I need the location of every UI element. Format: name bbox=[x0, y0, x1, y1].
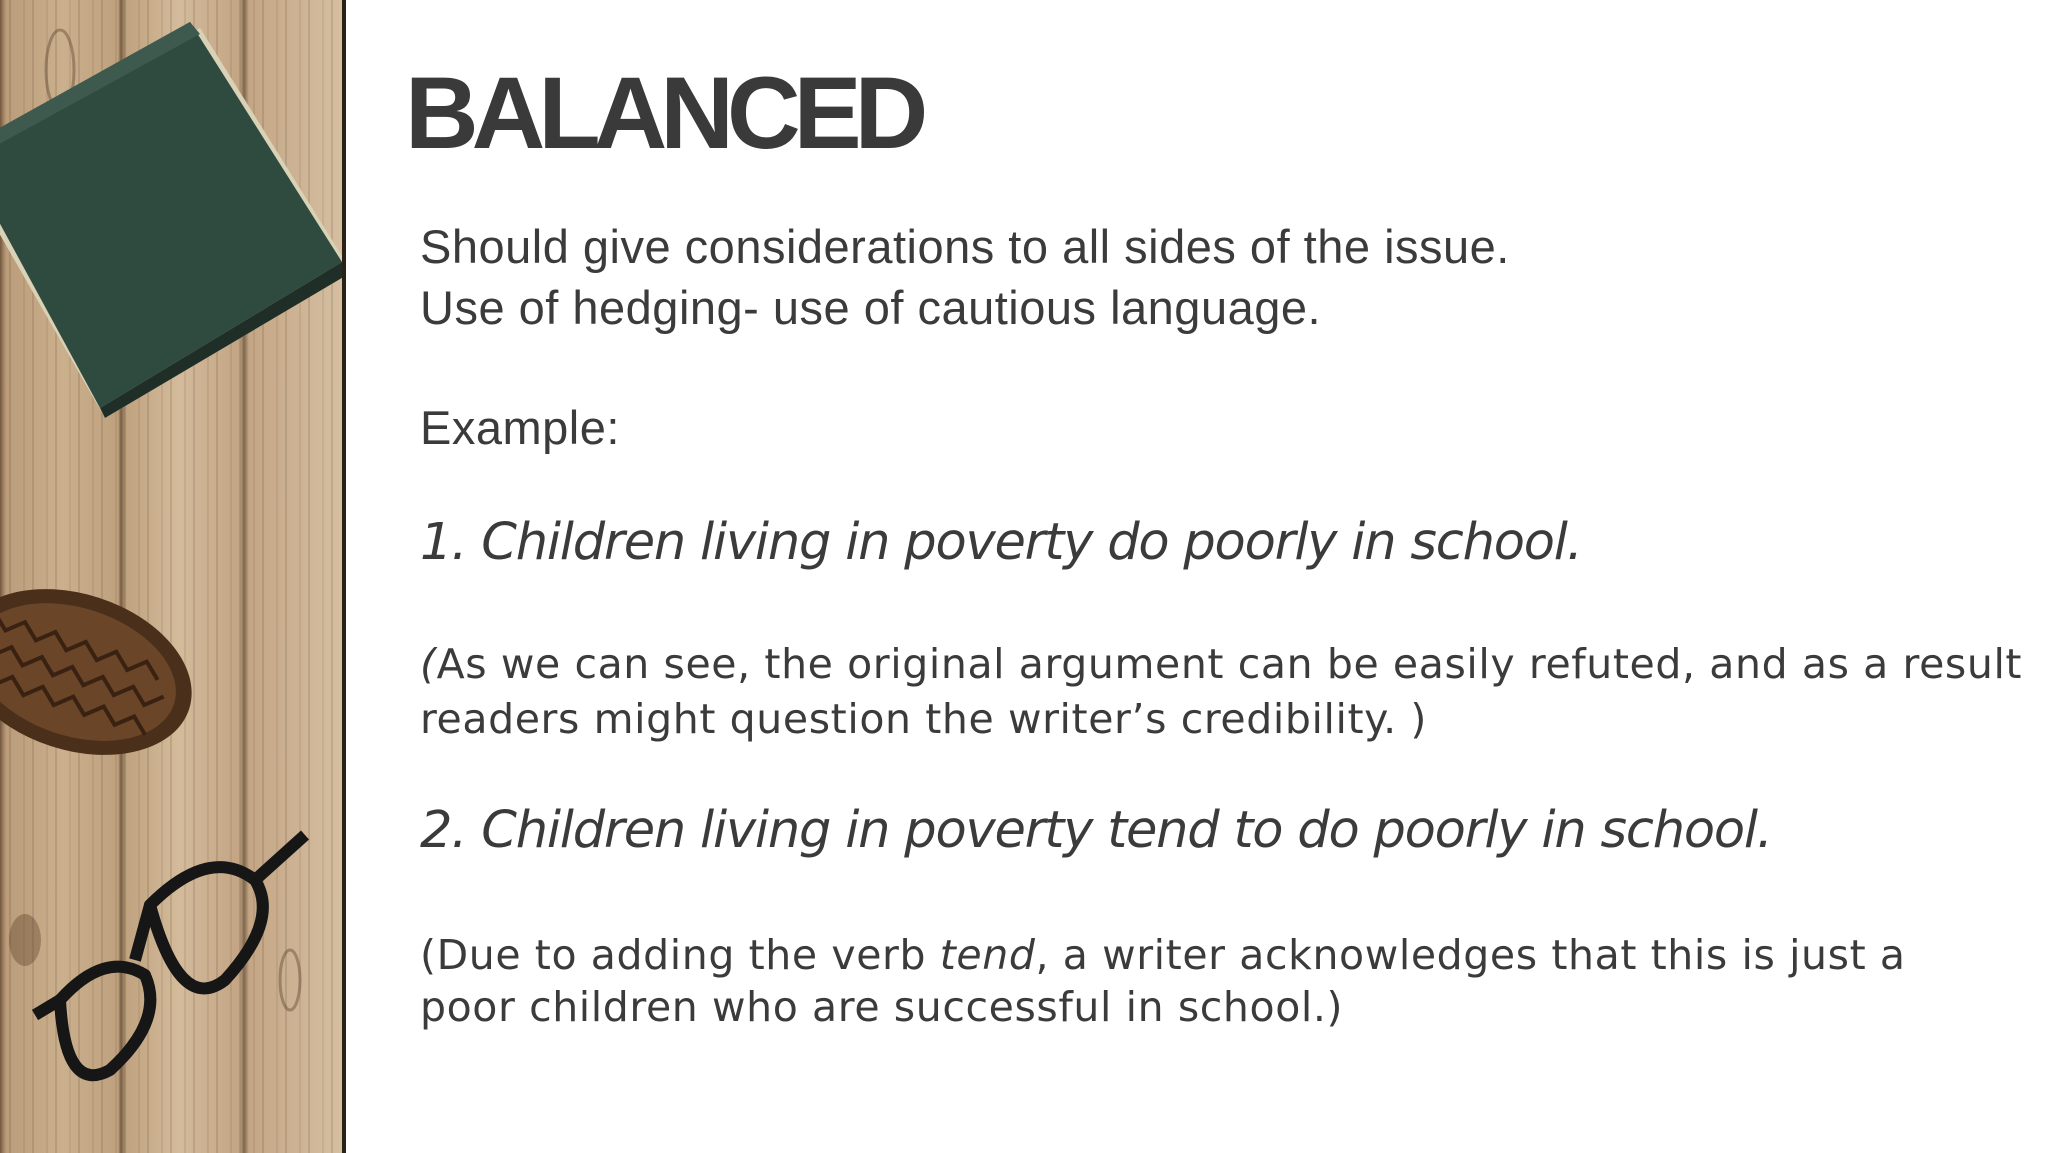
intro-text bbox=[420, 216, 1510, 338]
photo-panel-divider bbox=[342, 0, 346, 1153]
example-2-note-emphasis: tend bbox=[939, 931, 1036, 979]
example-2-note-prefix: (Due to adding the verb bbox=[420, 931, 940, 979]
book-icon bbox=[0, 22, 345, 418]
example-1-sentence bbox=[420, 512, 1582, 573]
example-1-note-line-2: readers might question the writer’s credibility. ) bbox=[420, 695, 1427, 743]
intro-line-1: Should give considerations to all sides of the issue. bbox=[420, 220, 1510, 273]
example-1-note bbox=[420, 637, 2022, 747]
intro-line-2: Use of hedging- use of cautious language. bbox=[420, 281, 1322, 334]
example-1-number: 1. bbox=[420, 513, 467, 572]
wood-table-photo bbox=[0, 0, 345, 1153]
example-1-note-line-1 bbox=[420, 637, 2022, 692]
example-2-number: 2. bbox=[420, 801, 467, 860]
example-2-note-suffix: , a writer acknowledges that this is just a bbox=[1035, 931, 1906, 979]
decorative-photo-panel bbox=[0, 0, 345, 1153]
pinecone-icon bbox=[0, 561, 213, 784]
slide-title: BALANCED bbox=[405, 56, 922, 170]
eyeglasses-icon bbox=[35, 835, 305, 1075]
example-label: Example: bbox=[420, 401, 620, 454]
example-1-note-open-paren: ( bbox=[420, 640, 437, 688]
example-1-note-text-1: As we can see, the original argument can be easily refuted, and as a result bbox=[436, 640, 2023, 688]
example-2-note bbox=[420, 929, 1906, 1033]
example-2-note-line-2: poor children who are successful in school.) bbox=[420, 983, 1344, 1031]
example-2-text: Children living in poverty tend to do poorly in school. bbox=[481, 801, 1772, 860]
example-1-text: Children living in poverty do poorly in school. bbox=[481, 513, 1582, 572]
example-2-note-line-1 bbox=[420, 929, 1906, 981]
example-2-sentence bbox=[420, 800, 1772, 861]
